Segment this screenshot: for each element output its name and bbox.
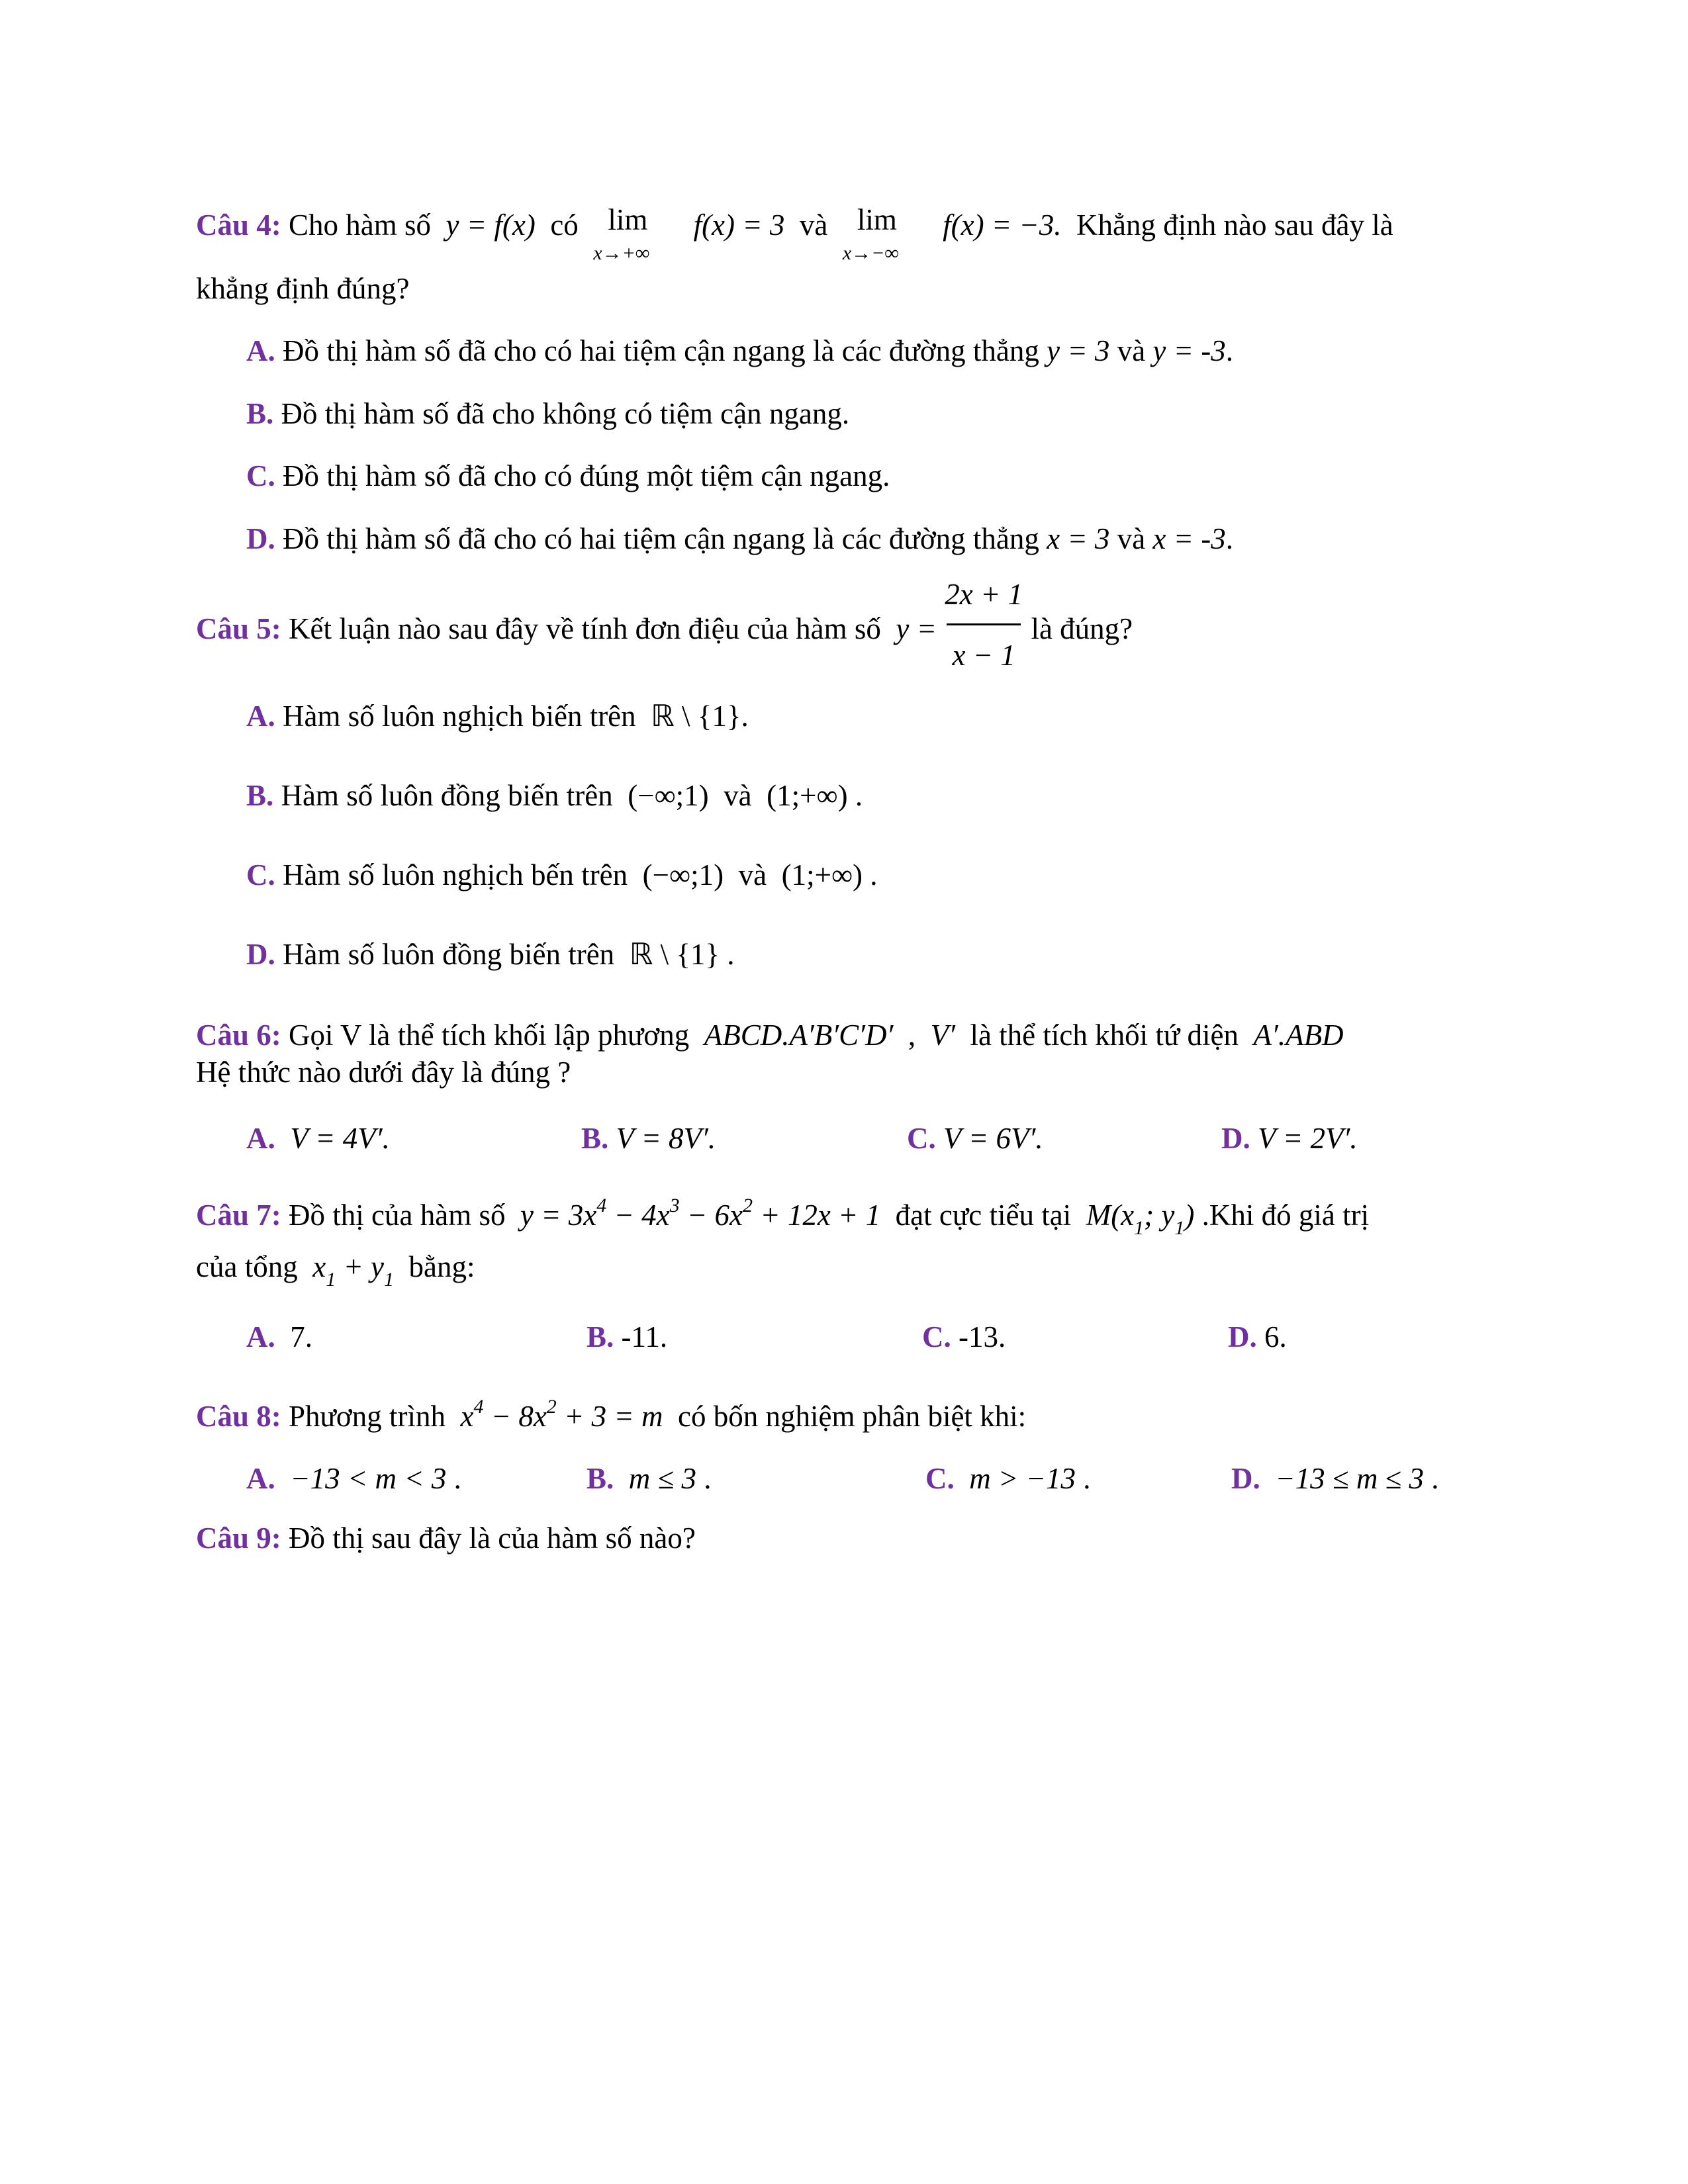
option-label: B. — [586, 1462, 614, 1495]
option-text: −13 < m < 3 — [290, 1462, 447, 1495]
question-7-text-1: Đồ thị của hàm số — [289, 1199, 506, 1232]
question-8-text-2: có bốn nghiệm phân biệt khi: — [678, 1400, 1027, 1433]
question-7-function: $y = 3x^4 - 4x^3 - 6x^2 + 12x + 1$ — [520, 1195, 881, 1232]
fraction-denominator: x − 1 — [952, 639, 1015, 672]
question-8-option-a — [246, 1464, 461, 1494]
question-6-option-d — [1221, 1124, 1358, 1154]
option-label: C. — [925, 1462, 955, 1495]
question-8-line-1 — [196, 1396, 1027, 1433]
option-text: 7. — [290, 1320, 312, 1353]
option-end: . — [1431, 1462, 1439, 1495]
question-7-text-3: .Khi đó giá trị — [1201, 1199, 1370, 1232]
option-label: A. — [246, 1320, 275, 1353]
option-label: C. — [922, 1320, 951, 1353]
option-and: và — [738, 858, 767, 891]
question-6-comma: , — [908, 1019, 916, 1052]
question-6-text-1: Gọi V là thể tích khối lập phương — [289, 1019, 690, 1052]
option-label: A. — [246, 1462, 275, 1495]
option-end: . — [1225, 522, 1233, 555]
option-text: Hàm số luôn nghịch biến trên — [283, 700, 636, 733]
question-7-option-d — [1228, 1322, 1287, 1352]
option-label: D. — [1228, 1320, 1257, 1353]
question-4-line-1 — [196, 203, 1393, 264]
option-text: -13. — [959, 1320, 1006, 1353]
option-text: 6. — [1264, 1320, 1287, 1353]
option-end: . — [727, 938, 735, 971]
limit-1-subscript: x→+∞ — [593, 242, 650, 264]
question-7-point: $M(x_1$; $y_1$) — [1086, 1199, 1195, 1239]
question-5-label: Câu 5: — [196, 612, 281, 645]
question-4-option-c — [246, 461, 890, 491]
question-4-option-b — [246, 399, 849, 429]
option-math-2: y = -3 — [1152, 334, 1226, 367]
option-label: C. — [246, 459, 275, 492]
question-7-line-1 — [196, 1195, 1370, 1239]
question-4-limit-1 — [593, 203, 686, 264]
option-text: Đồ thị hàm số đã cho không có tiệm cận ngang. — [281, 397, 850, 430]
question-8-option-b — [586, 1464, 711, 1494]
limit-1-word: lim — [608, 203, 648, 236]
question-6-label: Câu 6: — [196, 1019, 281, 1052]
question-4-limit-2 — [842, 203, 935, 264]
question-6-option-c — [907, 1124, 1043, 1154]
question-5-text: Kết luận nào sau đây về tính đơn điệu của hàm số — [289, 612, 881, 645]
question-6-option-b — [581, 1124, 716, 1154]
question-7-text-4: của tổng — [196, 1250, 298, 1283]
question-4-option-a — [246, 336, 1233, 366]
question-7-label: Câu 7: — [196, 1199, 281, 1232]
question-4-option-d — [246, 524, 1233, 554]
option-label: A. — [246, 1122, 275, 1155]
question-8-equation: $x^4 - 8x^2 + 3 = m$ — [460, 1396, 663, 1433]
question-7-sum: $x_1 + y_1$ — [312, 1250, 395, 1291]
question-7-option-a — [246, 1322, 312, 1352]
question-5-option-b — [246, 781, 863, 811]
question-5-line-1 — [196, 578, 1133, 672]
question-6-v-prime: V′ — [930, 1019, 955, 1052]
question-4-label: Câu 4: — [196, 208, 281, 242]
option-label: D. — [246, 522, 275, 555]
option-math-2: x = -3 — [1152, 522, 1226, 555]
option-end: . — [704, 1462, 712, 1495]
question-4-line-2: khẳng định đúng? — [196, 272, 410, 305]
option-label: D. — [246, 938, 275, 971]
option-text: V = 6V′. — [943, 1122, 1043, 1155]
question-4-limit-2-expression: f(x) = −3. — [943, 208, 1062, 242]
question-7-text-5: bằng: — [408, 1250, 475, 1283]
question-6-option-a — [246, 1124, 390, 1154]
question-9-text: Đồ thị sau đây là của hàm số nào? — [289, 1522, 696, 1555]
question-7-text-2: đạt cực tiểu tại — [895, 1199, 1072, 1232]
option-text: Hàm số luôn nghịch bến trên — [283, 858, 628, 891]
option-interval-1: (−∞;1) — [628, 779, 709, 812]
option-label: D. — [1221, 1122, 1250, 1155]
option-text: Hàm số luôn đồng biến trên — [281, 779, 613, 812]
option-label: A. — [246, 700, 275, 733]
option-end: . — [855, 779, 863, 812]
option-text: Đồ thị hàm số đã cho có hai tiệm cận ngang là các đường thẳng — [283, 522, 1039, 555]
question-6-cube: ABCD.A′B′C′D′ — [704, 1019, 894, 1052]
question-9-line-1 — [196, 1524, 696, 1553]
question-4-text-2: có — [550, 208, 579, 242]
question-7-option-b — [586, 1322, 667, 1352]
question-7-line-2 — [196, 1250, 475, 1291]
question-4-limit-1-expression: f(x) = 3 — [693, 208, 785, 242]
option-text: -11. — [621, 1320, 668, 1353]
option-text: Đồ thị hàm số đã cho có hai tiệm cận ngang là các đường thẳng — [283, 334, 1039, 367]
question-8-option-c — [925, 1464, 1090, 1494]
limit-2-word: lim — [857, 203, 897, 236]
question-5-option-d — [246, 940, 735, 970]
option-end: . — [741, 700, 749, 733]
question-4-text-3: và — [799, 208, 828, 242]
option-text: Đồ thị hàm số đã cho có đúng một tiệm cận ngang. — [283, 459, 890, 492]
question-5-tail: là đúng? — [1031, 612, 1133, 645]
option-text: V = 4V′. — [290, 1122, 390, 1155]
option-label: B. — [586, 1320, 614, 1353]
option-label: C. — [246, 858, 275, 891]
question-9-label: Câu 9: — [196, 1522, 281, 1555]
option-label: A. — [246, 334, 275, 367]
question-5-y-equals: y = — [896, 612, 937, 645]
question-6-line-2: Hệ thức nào dưới đây là đúng ? — [196, 1056, 571, 1089]
option-label: C. — [907, 1122, 936, 1155]
option-and: và — [1117, 522, 1146, 555]
option-math-1: x = 3 — [1047, 522, 1110, 555]
option-interval-2: (1;+∞) — [781, 858, 863, 891]
question-5-option-c — [246, 860, 878, 890]
option-text: Hàm số luôn đồng biến trên — [283, 938, 615, 971]
question-6-text-3: là thể tích khối tứ diện — [970, 1019, 1239, 1052]
option-and: và — [1117, 334, 1146, 367]
question-6-tetrahedron: A′.ABD — [1253, 1019, 1344, 1052]
option-label: D. — [1231, 1462, 1260, 1495]
option-text: V = 2V′. — [1258, 1122, 1358, 1155]
option-interval-2: (1;+∞) — [767, 779, 848, 812]
option-text: m ≤ 3 — [628, 1462, 696, 1495]
question-5-fraction — [944, 578, 1023, 672]
question-4-text-1: Cho hàm số — [289, 208, 432, 242]
option-text: −13 ≤ m ≤ 3 — [1275, 1462, 1425, 1495]
question-4-function: y = f(x) — [445, 208, 536, 242]
question-8-label: Câu 8: — [196, 1400, 281, 1433]
option-math-1: y = 3 — [1047, 334, 1110, 367]
fraction-numerator: 2x + 1 — [945, 578, 1023, 611]
option-math: ℝ \ {1} — [651, 700, 741, 733]
question-4-text-4: Khẳng định nào sau đây là — [1076, 208, 1393, 242]
option-label: B. — [246, 397, 274, 430]
question-5-option-a — [246, 702, 749, 731]
limit-2-subscript: x→−∞ — [842, 242, 899, 264]
option-and: và — [724, 779, 752, 812]
question-8-option-d — [1231, 1464, 1439, 1494]
option-end: . — [453, 1462, 461, 1495]
option-end: . — [1225, 334, 1233, 367]
option-interval-1: (−∞;1) — [642, 858, 724, 891]
option-text: m > −13 — [969, 1462, 1076, 1495]
option-math: ℝ \ {1} — [629, 938, 720, 971]
fraction-bar — [947, 623, 1021, 625]
question-7-option-c — [922, 1322, 1006, 1352]
question-8-text-1: Phương trình — [289, 1400, 445, 1433]
option-text: V = 8V′. — [616, 1122, 716, 1155]
option-label: B. — [246, 779, 274, 812]
option-end: . — [1083, 1462, 1091, 1495]
option-end: . — [870, 858, 878, 891]
question-6-line-1 — [196, 1021, 1344, 1050]
option-label: B. — [581, 1122, 609, 1155]
